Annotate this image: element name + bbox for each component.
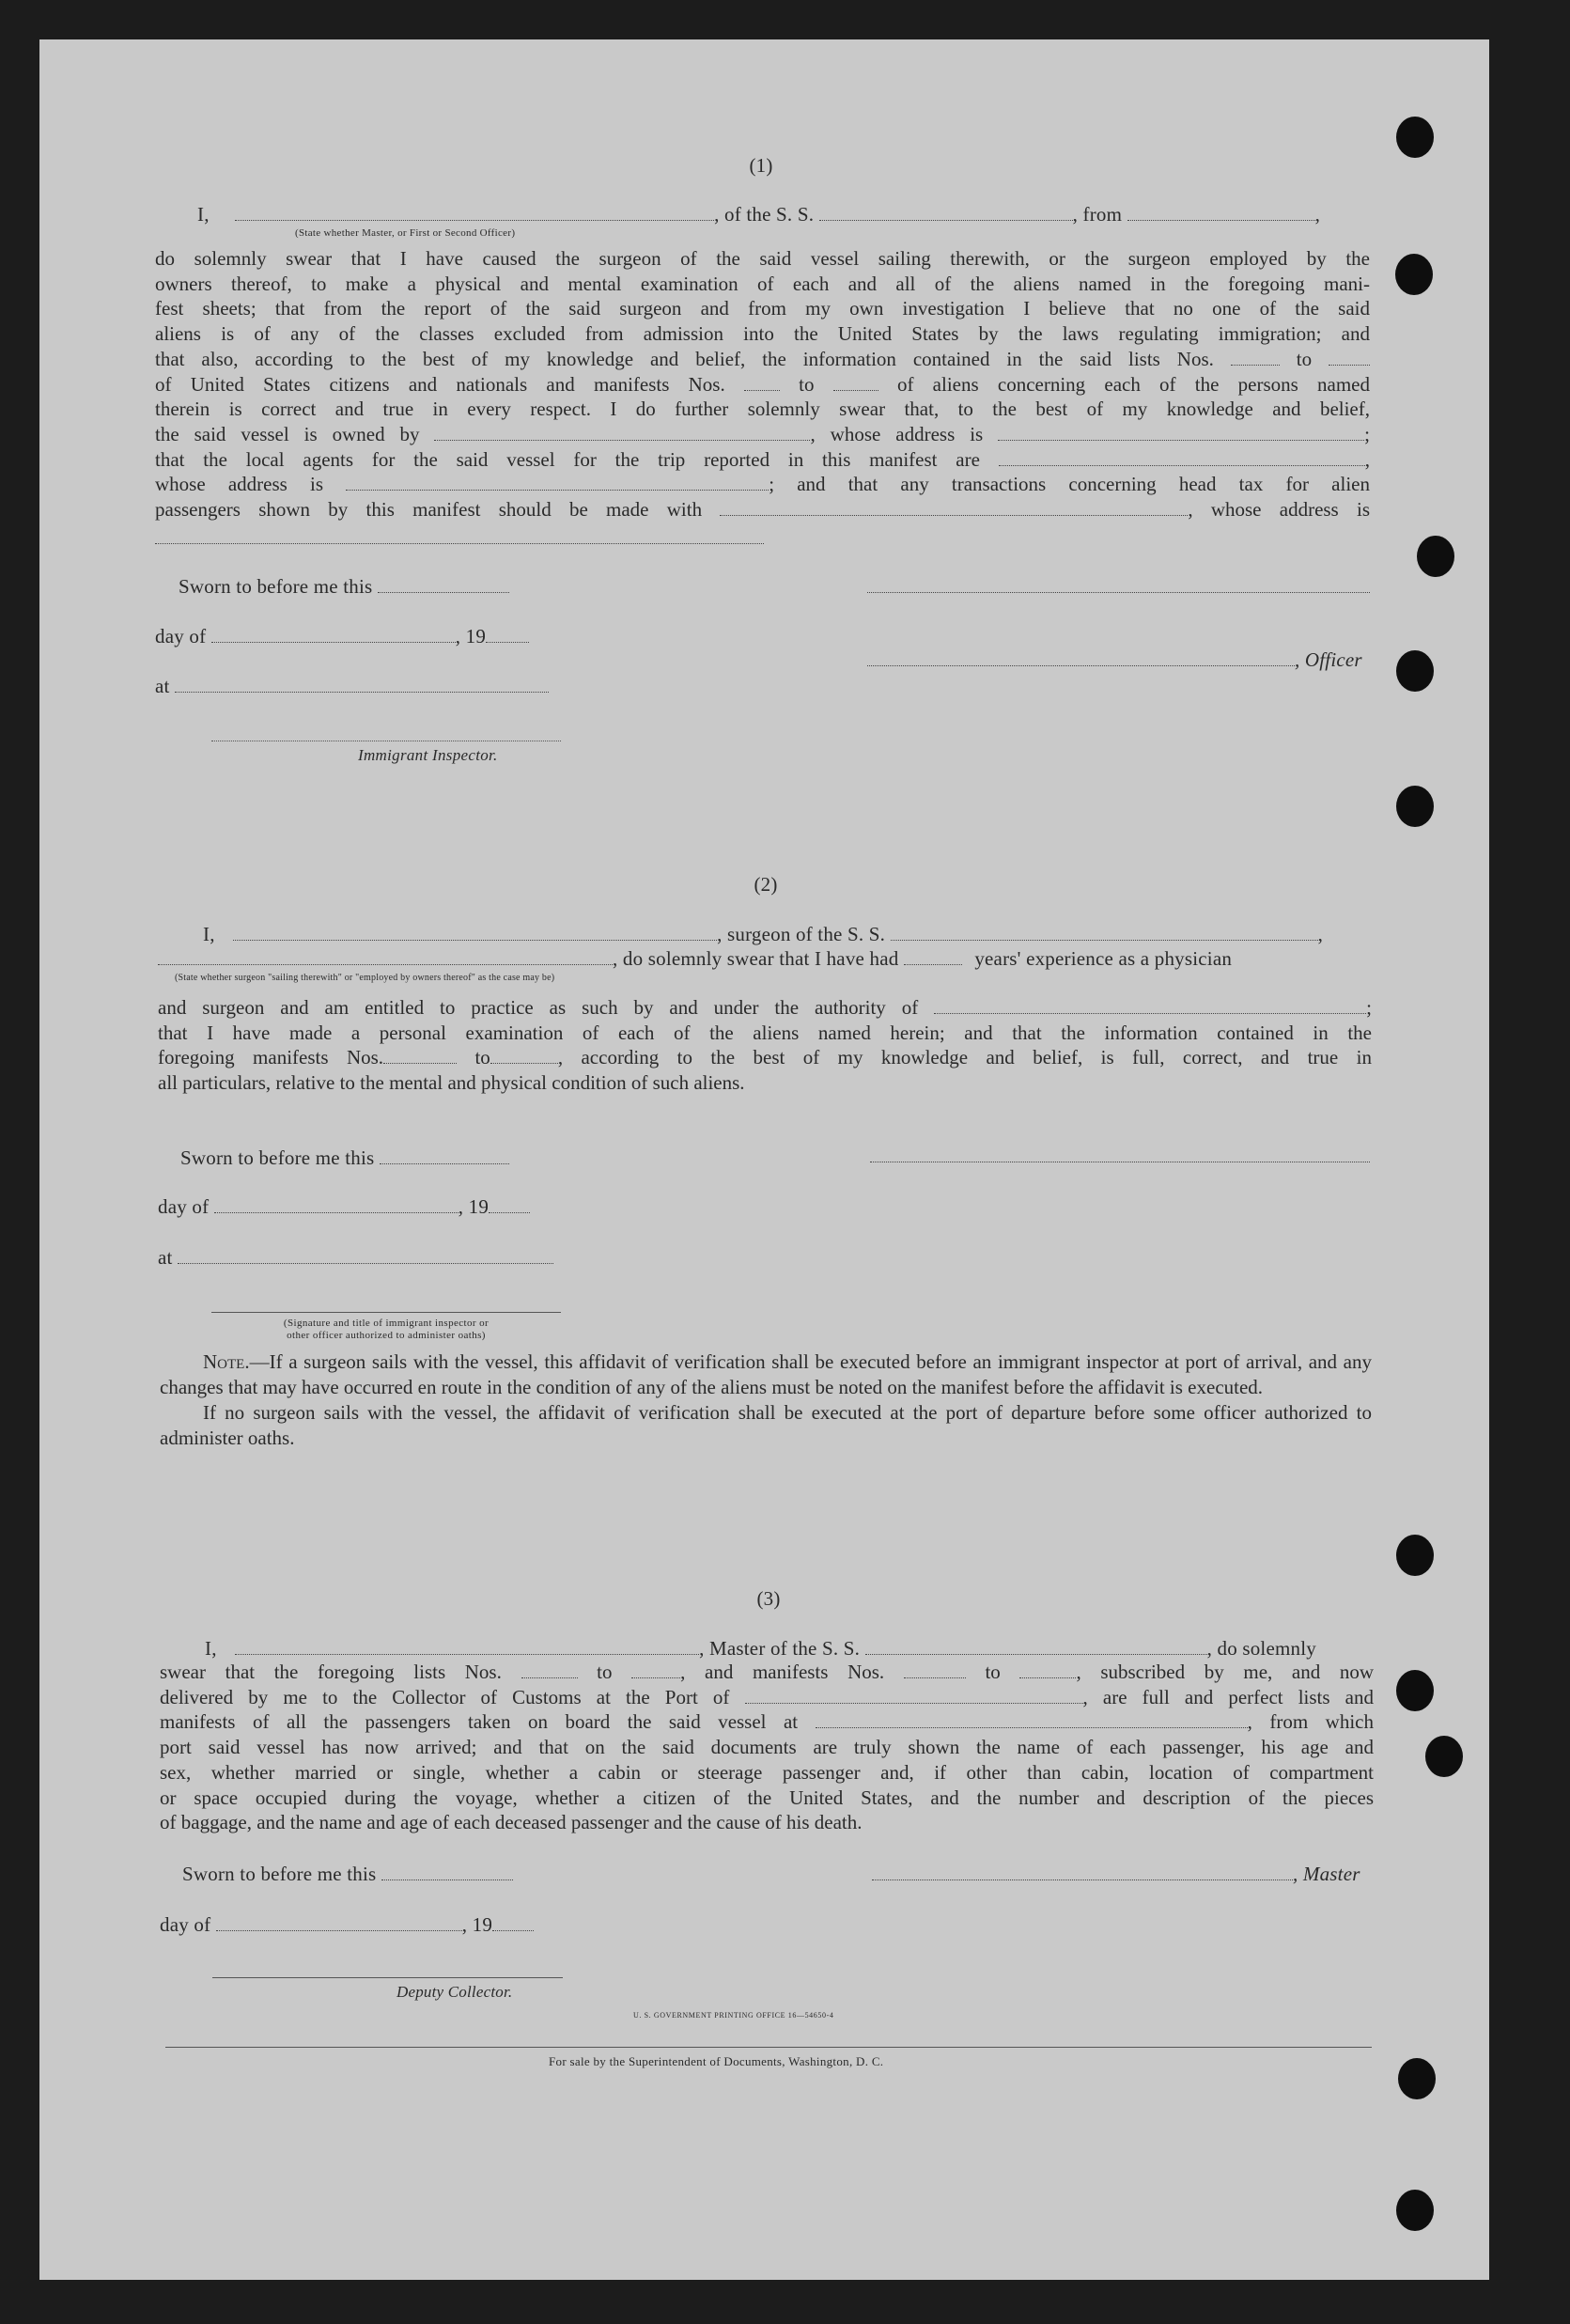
s1-agent-address-line [155,472,1370,497]
s2-text: foregoing manifests Nos. [158,1046,384,1069]
s3-lists-from-blank[interactable] [521,1664,578,1678]
s1-body [155,246,1370,523]
s2-text: ; [1366,996,1373,1019]
s2-sig-caption-1: (Signature and title of immigrant inspector or [283,1318,490,1329]
s2-text: and surgeon and am entitled to practice as such by and under the authority of [158,996,919,1019]
s2-caption: (State whether surgeon "sailing therewith" or "employed by owners thereof" as the case may be) [175,973,555,983]
s2-manifest-to-blank[interactable] [490,1050,558,1064]
s2-note-para-2: If no surgeon sails with the vessel, the affidavit of verification shall be executed at the port of departure before some officer authorized to administer oaths. [160,1401,1372,1449]
s2-body-line: that I have made a personal examination of each of the aliens named herein; and that the information contained in the [158,1021,1372,1044]
s1-text: , [1364,447,1371,471]
s3-master-sign-line [872,1863,1360,1886]
s1-at-label: at [155,675,170,697]
s3-port-line [160,1685,1374,1710]
s3-text: manifests of all the passengers taken on board the said vessel at [160,1710,799,1734]
s1-text: of aliens concerning each of the persons named [896,372,1370,396]
s3-text: , and manifests Nos. [680,1661,885,1683]
s2-body-line: all particulars, relative to the mental and physical condition of such aliens. [158,1071,745,1095]
s1-of-ss: , of the S. S. [714,203,815,226]
s1-text: to [799,372,815,396]
section-2-number: (2) [754,873,778,896]
s3-body-line: or space occupied during the voyage, whether a citizen of the United States, and the number and description of the pieces [160,1786,1374,1809]
s2-note-para-1 [160,1349,1372,1400]
s2-manifests-line [158,1045,1372,1070]
s1-manifest-from-blank[interactable] [744,377,780,391]
s3-sworn-blank[interactable] [381,1866,513,1880]
s1-rank-blank[interactable] [235,207,714,221]
s1-agents-blank[interactable] [999,452,1365,466]
s3-master-sign-label: , Master [1293,1863,1360,1885]
s2-sworn [180,1146,509,1170]
s2-manifest-from-blank[interactable] [383,1050,457,1064]
s1-body-line: do solemnly swear that I have caused the surgeon of the said vessel sailing therewith, or the surgeon employed by the [155,247,1370,270]
s1-lists-from-blank[interactable] [1231,351,1280,366]
s2-sworn-blank[interactable] [380,1150,509,1164]
s2-authority-line [158,995,1372,1021]
s3-text: , from which [1247,1710,1374,1734]
s3-master-name-blank[interactable] [235,1641,699,1655]
s1-year-label: , 19 [455,625,487,647]
s2-note-label: Note. [203,1350,250,1373]
s2-surgeon-name-blank[interactable] [233,927,717,941]
s2-years-blank[interactable] [904,951,962,965]
s1-text: ; [1364,422,1371,445]
s2-sig-caption-2: other officer authorized to administer oaths) [287,1330,486,1341]
s1-text: , whose address is [1188,498,1370,522]
s3-lists-line [160,1660,1374,1685]
s2-text: , do solemnly swear that I have had [613,947,899,970]
s3-deputy-rule [212,1977,563,1978]
s1-text: that also, according to the best of my knowledge and belief, the information contained in the said lists Nos. [155,347,1214,370]
s2-status-blank[interactable] [158,951,613,965]
s2-body [158,995,1372,1096]
s3-year-blank[interactable] [492,1917,534,1931]
s1-owner-address-blank[interactable] [998,427,1364,441]
s1-body-line: aliens is of any of the classes excluded from admission into the United States by the laws regulating immigration; and [155,322,1370,346]
punch-hole [1396,117,1434,158]
s2-year-blank[interactable] [489,1199,530,1213]
s3-day-blank[interactable] [216,1917,462,1931]
s1-line1 [197,203,1370,226]
s2-sworn-label: Sworn to before me this [180,1146,375,1169]
s3-text: to [597,1661,613,1683]
s3-text: swear that the foregoing lists Nos. [160,1661,502,1683]
s3-body [160,1660,1374,1835]
gpo-imprint: U. S. GOVERNMENT PRINTING OFFICE 16—54650-4 [633,2011,834,2020]
s3-dayof-label: day of [160,1913,211,1936]
s1-i: I, [197,203,210,226]
s3-port-blank[interactable] [745,1690,1083,1704]
s1-text: the said vessel is owned by [155,422,420,445]
s2-day-blank[interactable] [214,1199,459,1213]
s1-comma: , [1314,203,1321,226]
s3-deputy: Deputy Collector. [396,1983,513,2001]
s1-body-line: owners thereof, to make a physical and mental examination of each and all of the aliens named in the foregoing mani- [155,272,1370,295]
for-sale-imprint: For sale by the Superintendent of Documents, Washington, D. C. [549,2054,884,2068]
punch-hole [1417,536,1454,577]
s1-headtax-address-blank[interactable] [155,543,764,544]
s1-at-blank[interactable] [175,678,549,693]
s1-body-line: fest sheets; that from the report of the said surgeon and from my own investigation I believe that no one of the said [155,297,1370,320]
s2-line2 [158,947,1232,971]
s1-port-blank[interactable] [1127,207,1315,221]
s2-authority-blank[interactable] [934,1000,1366,1014]
s1-manifest-to-blank[interactable] [833,377,878,391]
section-1-number: (1) [749,154,773,177]
s2-note-text-1: —If a surgeon sails with the vessel, this affidavit of verification shall be executed before an immigrant inspector at port of arrival, and any changes that may have occurred en route in the condition of any of the aliens must be noted on the manifest before the affidavit is executed. [160,1350,1372,1398]
s1-manifests-line [155,372,1370,398]
s1-dayof-label: day of [155,625,207,647]
s1-inspector: Immigrant Inspector. [358,746,498,764]
s2-text: years' experience as a physician [974,947,1233,970]
s1-at [155,675,549,698]
s3-boarded-blank[interactable] [816,1714,1248,1728]
s2-ship-blank[interactable] [891,927,1318,941]
punch-hole [1395,254,1433,295]
s1-sworn-label: Sworn to before me this [179,575,373,598]
s3-manifest-from-blank[interactable] [904,1664,966,1678]
s1-signature-blank[interactable] [867,592,1370,593]
s2-note [160,1349,1372,1451]
s3-text: , do solemnly [1206,1637,1316,1660]
s2-text: to [474,1046,490,1069]
s2-dayof-label: day of [158,1195,210,1218]
s1-officer-blank[interactable] [867,652,1295,666]
s2-text: , according to the best of my knowledge and belief, is full, correct, and true in [557,1046,1372,1069]
s3-ship-blank[interactable] [865,1641,1207,1655]
s1-text: that the local agents for the said vessel for the trip reported in this manifest are [155,447,980,471]
s3-text: delivered by me to the Collector of Customs at the Port of [160,1685,730,1708]
s1-body-line: therein is correct and true in every respect. I do further solemnly swear that, to the best of my knowledge and belief, [155,398,1370,421]
s1-lists-to-blank[interactable] [1329,351,1370,366]
s1-headtax-line [155,497,1370,523]
s3-body-line: of baggage, and the name and age of each deceased passenger and the cause of his death. [160,1811,863,1834]
s1-text: ; and that any transactions concerning head tax for alien [769,473,1370,496]
s1-text: whose address is [155,473,324,496]
s1-caption: (State whether Master, or First or Second Officer) [295,227,516,239]
s3-lists-to-blank[interactable] [631,1664,680,1678]
s2-line1 [203,923,1323,946]
s1-from: , from [1072,203,1123,226]
s3-line1 [205,1637,1316,1661]
punch-hole [1396,786,1434,827]
s3-dayof [160,1913,534,1937]
s1-day-blank[interactable] [211,629,456,643]
s1-dayof [155,625,529,648]
punch-hole [1425,1736,1463,1777]
s2-year-label: , 19 [458,1195,490,1218]
s2-dayof [158,1195,530,1219]
s1-text: to [1296,347,1313,370]
s1-agents-line [155,447,1370,473]
s2-surgeon-label: , surgeon of the S. S. [717,923,886,945]
s1-text: passengers shown by this manifest should be made with [155,498,703,522]
punch-hole [1396,1670,1434,1711]
punch-hole [1398,2058,1436,2099]
s1-text: , whose address is [810,422,984,445]
s2-signature-rule [211,1312,561,1313]
s1-agent-address-blank[interactable] [346,476,769,491]
s3-sworn [182,1863,513,1886]
s1-officer-label: , Officer [1295,648,1362,671]
s3-manifest-to-blank[interactable] [1019,1664,1076,1678]
s3-boarded-line [160,1709,1374,1735]
s1-owner-line [155,422,1370,447]
s1-officer-line [867,648,1362,672]
s3-year-label: , 19 [461,1913,493,1936]
s3-master-signature-blank[interactable] [872,1866,1293,1880]
s3-i: I, [205,1637,217,1660]
punch-hole [1396,650,1434,692]
s3-sworn-label: Sworn to before me this [182,1863,377,1885]
s1-sworn-blank[interactable] [378,579,509,593]
s1-ship-blank[interactable] [819,207,1073,221]
s3-body-line: sex, whether married or single, whether a cabin or steerage passenger and, if other than cabin, location of compartment [160,1760,1374,1784]
section-3-number: (3) [756,1587,781,1610]
s2-at-blank[interactable] [178,1250,553,1264]
s3-text: , subscribed by me, and now [1076,1661,1375,1683]
s1-text: of United States citizens and nationals and manifests Nos. [155,372,725,396]
s1-headtax-blank[interactable] [720,502,1188,516]
s2-i: I, [203,923,215,945]
s1-year-blank[interactable] [486,629,529,643]
s1-owner-blank[interactable] [434,427,810,441]
punch-hole [1396,2190,1434,2231]
s3-text: to [985,1661,1001,1683]
s3-text: , are full and perfect lists and [1082,1685,1374,1708]
punch-hole [1396,1535,1434,1576]
s1-sworn [179,575,509,599]
s1-lists-line [155,347,1370,372]
s3-body-line: port said vessel has now arrived; and that on the said documents are truly shown the name of each passenger, his age and [160,1736,1374,1759]
s2-at [158,1246,553,1270]
s2-at-label: at [158,1246,173,1269]
s2-comma: , [1317,923,1324,945]
footer-rule [165,2047,1372,2048]
s3-master-label: , Master of the S. S. [699,1637,861,1660]
